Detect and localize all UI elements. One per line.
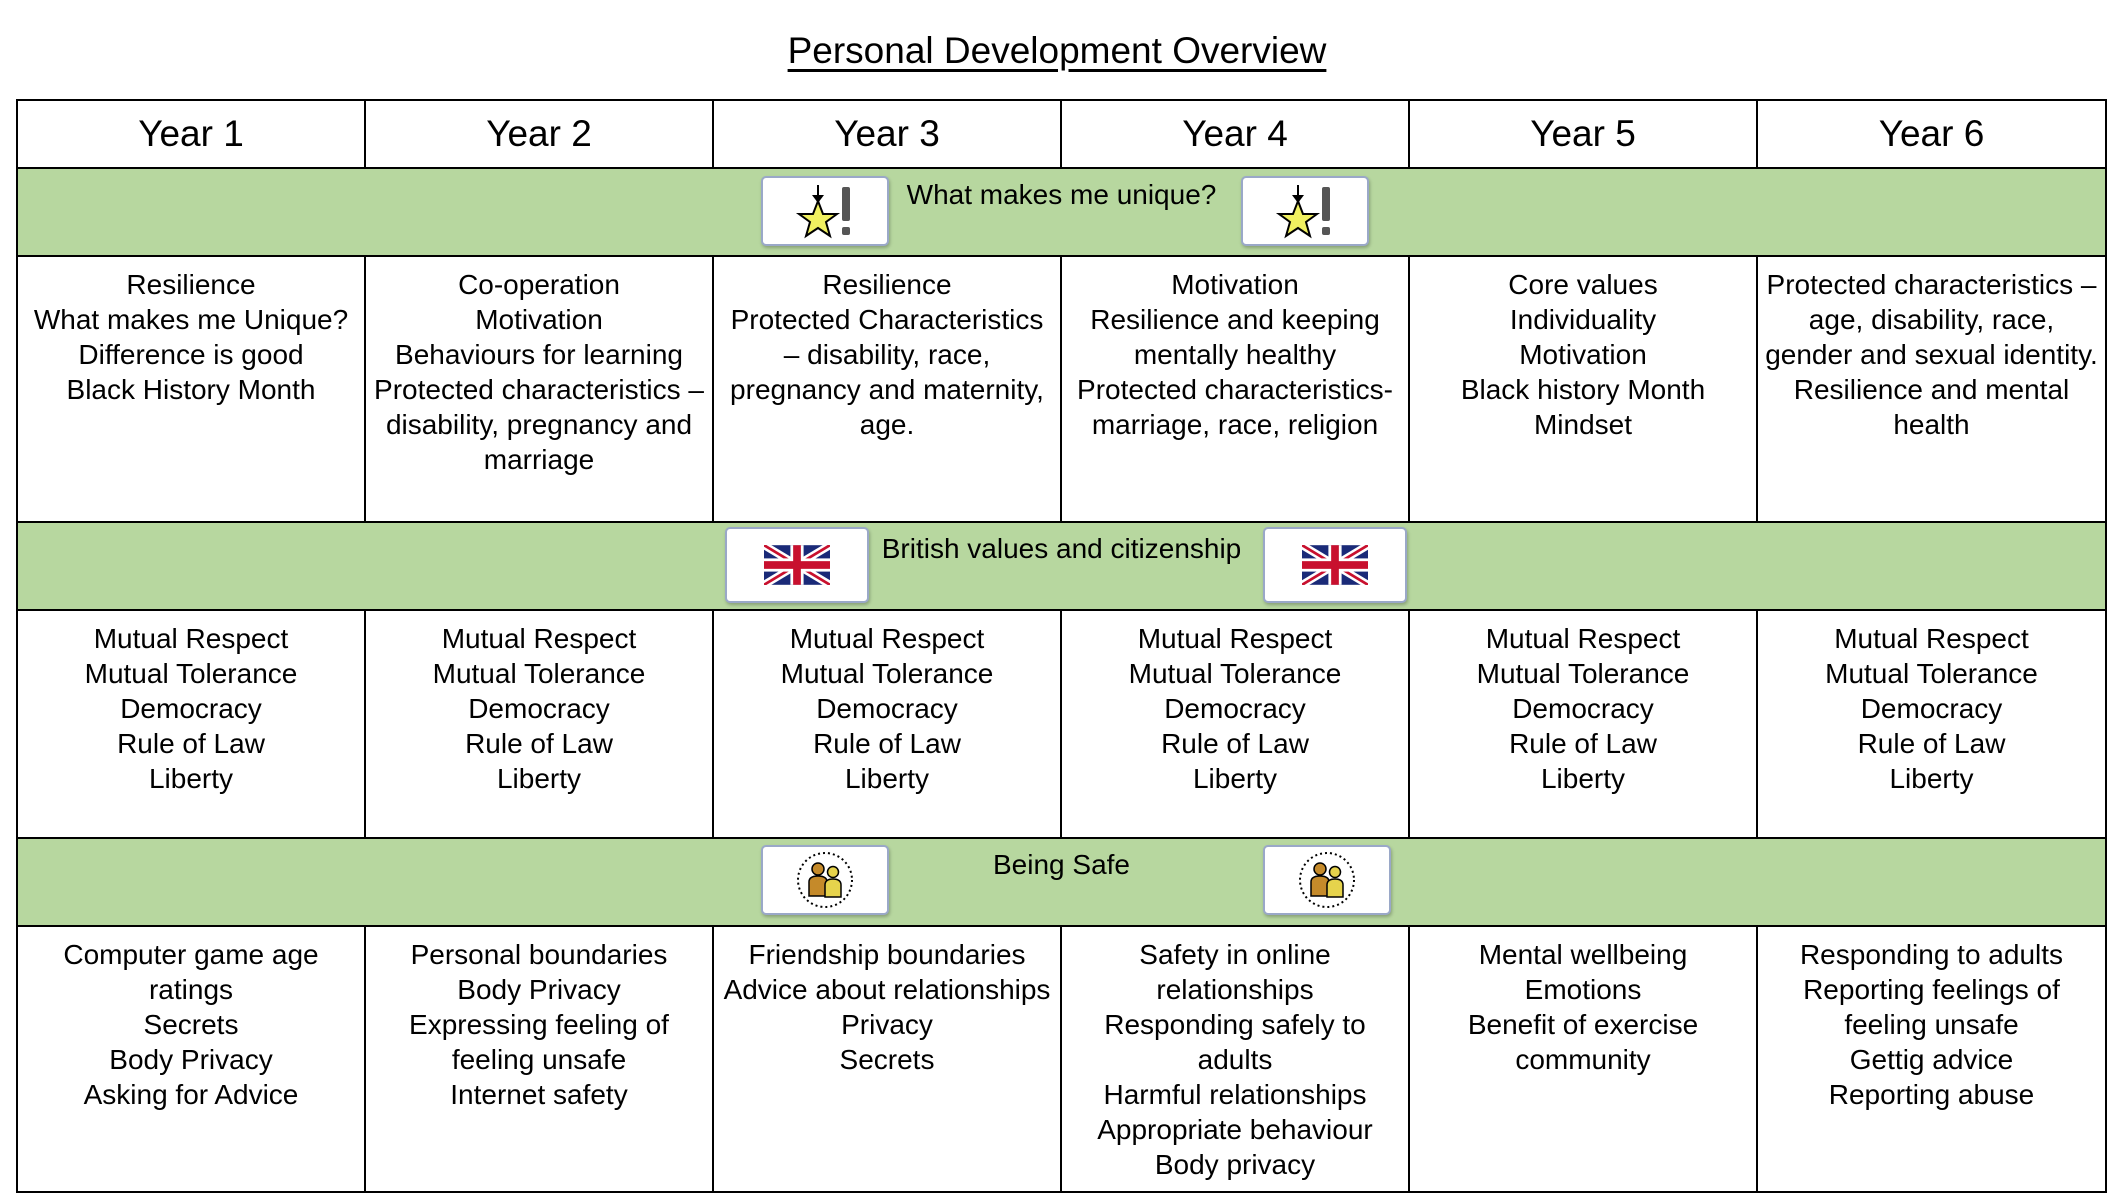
topic-item: Advice about relationships — [723, 974, 1051, 1005]
year-header: Year 2 — [365, 100, 713, 168]
content-cell — [365, 926, 713, 1192]
topic-item: Harmful relationships — [1103, 1079, 1367, 1110]
topic-item: Liberty — [1192, 763, 1278, 794]
topic-item: Protected characteristics- marriage, race, religion — [1077, 374, 1393, 440]
year-header: Year 6 — [1757, 100, 2106, 168]
topic-item: Gettig advice — [1849, 1044, 2014, 1075]
topic-item: Co-operation — [458, 269, 620, 300]
topic-item: Mental wellbeing — [1478, 939, 1688, 970]
content-cell — [713, 610, 1061, 838]
topic-item: Liberty — [496, 763, 582, 794]
topic-item: Liberty — [844, 763, 930, 794]
topic-item: Body Privacy — [109, 1044, 273, 1075]
topic-item: Mutual Respect — [93, 623, 289, 654]
section-title: British values and citizenship — [881, 533, 1242, 564]
content-cell — [1061, 610, 1409, 838]
topic-item: What makes me Unique? — [33, 304, 349, 335]
content-cell — [17, 610, 365, 838]
topic-item: Mutual Respect — [789, 623, 985, 654]
topic-item: Rule of Law — [465, 728, 613, 759]
topic-item: Democracy — [468, 693, 610, 724]
year-header: Year 3 — [713, 100, 1061, 168]
topic-item: Responding to adults — [1799, 939, 2064, 970]
topic-item: Reporting abuse — [1828, 1079, 2035, 1110]
topic-item: Motivation — [1519, 339, 1647, 370]
union-jack-flag-icon — [1263, 527, 1407, 603]
topic-item: Rule of Law — [1509, 728, 1657, 759]
overview-table — [16, 99, 2107, 1193]
topic-item: Motivation — [475, 304, 603, 335]
content-cell — [1409, 256, 1757, 522]
topic-item: Mutual Tolerance — [84, 658, 298, 689]
topic-item: Mutual Respect — [1485, 623, 1681, 654]
topic-item: Responding safely to adults — [1104, 1009, 1366, 1075]
topic-item: Resilience — [126, 269, 256, 300]
topic-item: Computer game age ratings — [63, 939, 319, 1005]
topic-item: Democracy — [1164, 693, 1306, 724]
topic-item: Rule of Law — [813, 728, 961, 759]
section-band-cell — [17, 168, 2106, 256]
section-band-being-safe — [17, 838, 2106, 926]
topic-item: Motivation — [1171, 269, 1299, 300]
topic-item: Rule of Law — [117, 728, 265, 759]
year-header: Year 1 — [17, 100, 365, 168]
topic-item: Privacy — [841, 1009, 933, 1040]
union-jack-flag-icon — [725, 527, 869, 603]
topic-item: Democracy — [1512, 693, 1654, 724]
content-cell — [1061, 926, 1409, 1192]
topic-item: Resilience and keeping mentally healthy — [1090, 304, 1380, 370]
content-cell — [1757, 610, 2106, 838]
topic-item: Appropriate behaviour — [1097, 1114, 1373, 1145]
topic-item: Behaviours for learning — [395, 339, 683, 370]
topic-item: Body Privacy — [457, 974, 621, 1005]
content-cell — [1757, 256, 2106, 522]
content-row-british-values — [17, 610, 2106, 838]
content-cell — [17, 256, 365, 522]
topic-item: Internet safety — [450, 1079, 628, 1110]
topic-item: Democracy — [816, 693, 958, 724]
topic-item: Mutual Tolerance — [1476, 658, 1690, 689]
topic-item: Black history Month — [1460, 374, 1706, 405]
content-cell — [1061, 256, 1409, 522]
topic-item: Individuality — [1509, 304, 1657, 335]
topic-item: Body privacy — [1154, 1149, 1316, 1180]
topic-item: Mutual Tolerance — [780, 658, 994, 689]
content-cell — [713, 256, 1061, 522]
topic-item: Friendship boundaries — [748, 939, 1026, 970]
topic-item: Protected Characteristics – disability, race, pregnancy and maternity, age. — [730, 304, 1044, 440]
content-cell — [1757, 926, 2106, 1192]
page-title: Personal Development Overview — [787, 30, 1327, 71]
section-band-cell — [17, 838, 2106, 926]
year-header: Year 4 — [1061, 100, 1409, 168]
topic-item: Black History Month — [66, 374, 316, 405]
section-band-cell — [17, 522, 2106, 610]
topic-item: Rule of Law — [1857, 728, 2006, 759]
topic-item: Core values — [1508, 269, 1658, 300]
star-exclamation-icon — [761, 176, 889, 246]
section-band-unique — [17, 168, 2106, 256]
star-exclamation-icon — [1241, 176, 1369, 246]
topic-item: Protected characteristics – disability, pregnancy and marriage — [374, 374, 704, 475]
topic-item: Protected characteristics – age, disability, race, gender and sexual identity. — [1765, 269, 2098, 370]
section-title: Being Safe — [993, 849, 1130, 880]
year-header: Year 5 — [1409, 100, 1757, 168]
topic-item: Secrets — [143, 1009, 239, 1040]
safe-people-icon — [761, 845, 889, 915]
topic-item: Liberty — [148, 763, 234, 794]
topic-item: Expressing feeling of feeling unsafe — [409, 1009, 669, 1075]
topic-item: Mutual Tolerance — [1128, 658, 1342, 689]
topic-item: Democracy — [120, 693, 262, 724]
topic-item: Democracy — [1860, 693, 2003, 724]
section-band-british-values — [17, 522, 2106, 610]
content-cell — [713, 926, 1061, 1192]
topic-item: Resilience — [822, 269, 952, 300]
topic-item: Secrets — [839, 1044, 935, 1075]
section-title: What makes me unique? — [906, 179, 1217, 210]
content-row-unique — [17, 256, 2106, 522]
topic-item: Rule of Law — [1161, 728, 1309, 759]
topic-item: Mutual Tolerance — [1825, 658, 2038, 689]
topic-item: Liberty — [1540, 763, 1626, 794]
content-cell — [17, 926, 365, 1192]
topic-item: Asking for Advice — [83, 1079, 299, 1110]
topic-item: community — [1515, 1044, 1651, 1075]
topic-item: Resilience and mental health — [1793, 374, 2070, 440]
topic-item: Mutual Respect — [1834, 623, 2029, 654]
topic-item: Benefit of exercise — [1467, 1009, 1699, 1040]
content-cell — [1409, 610, 1757, 838]
topic-item: Reporting feelings of feeling unsafe — [1803, 974, 2060, 1040]
topic-item: Mutual Tolerance — [432, 658, 646, 689]
topic-item: Difference is good — [78, 339, 304, 370]
topic-item: Mutual Respect — [1137, 623, 1333, 654]
year-header-row — [17, 100, 2106, 168]
topic-item: Safety in online relationships — [1139, 939, 1331, 1005]
content-cell — [1409, 926, 1757, 1192]
topic-item: Personal boundaries — [410, 939, 668, 970]
topic-item: Liberty — [1889, 763, 1974, 794]
topic-item: Emotions — [1524, 974, 1642, 1005]
topic-item: Mutual Respect — [441, 623, 637, 654]
safe-people-icon — [1263, 845, 1391, 915]
content-row-being-safe — [17, 926, 2106, 1192]
content-cell — [365, 256, 713, 522]
topic-item: Mindset — [1533, 409, 1633, 440]
content-cell — [365, 610, 713, 838]
